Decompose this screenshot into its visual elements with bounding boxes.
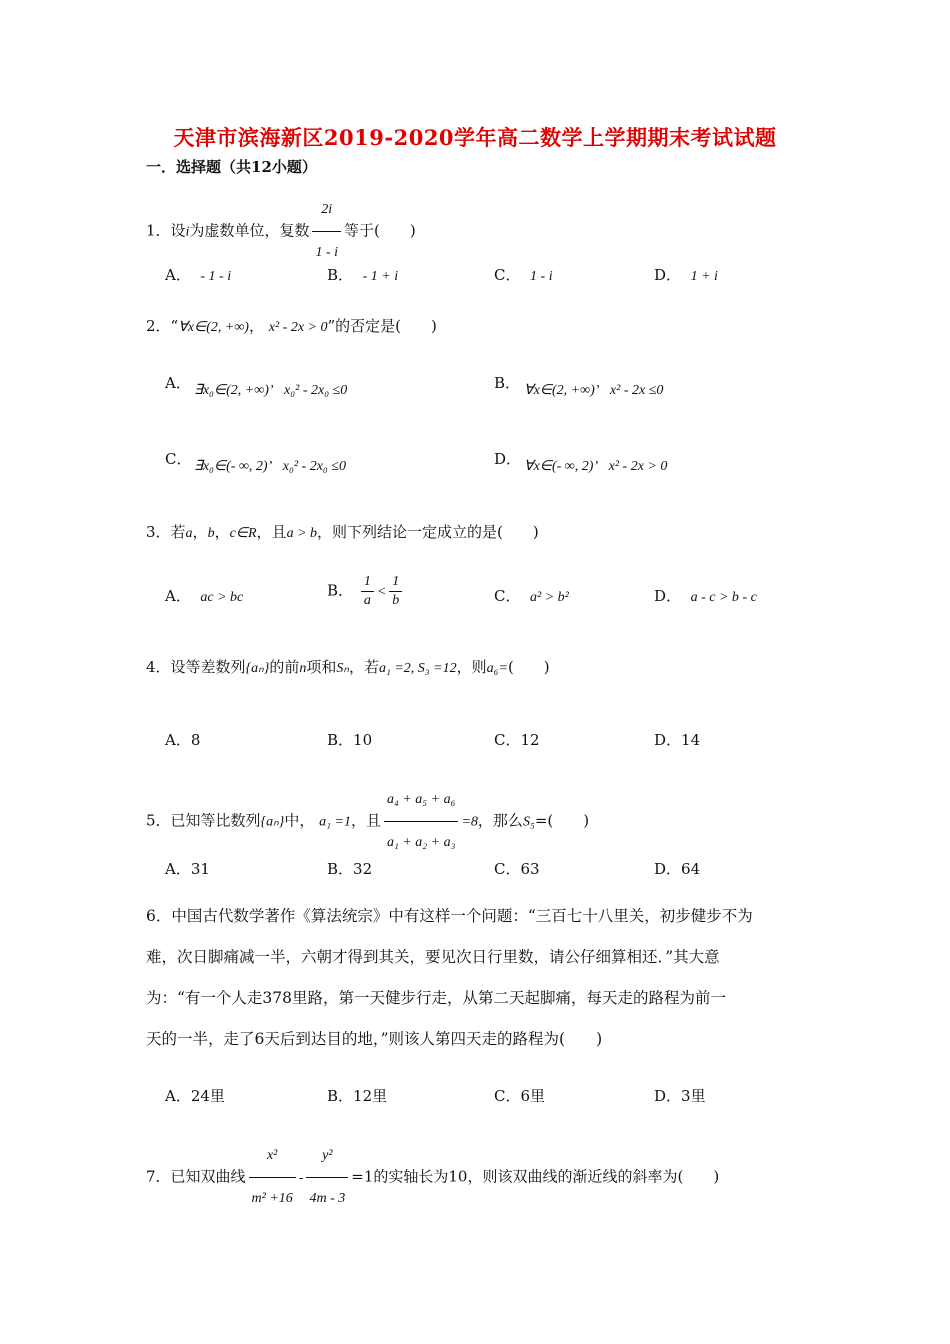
q6-line: 为：“有一个人走378里路，第一天健步行走，从第二天起脚痛，每天走的路程为前一 xyxy=(146,989,727,1007)
q1-option-d[interactable] xyxy=(654,264,718,285)
q3-option-c[interactable] xyxy=(494,585,569,606)
option-math: 1 - i xyxy=(530,269,553,284)
q5-option-d[interactable]: D．64 xyxy=(654,860,701,878)
option-math: ∀x∈(2, +∞) xyxy=(524,383,595,398)
option-label: B． xyxy=(327,581,354,600)
q4-a6: a₆ xyxy=(486,661,499,676)
frac-num: 1 xyxy=(361,574,374,592)
q2-option-d[interactable] xyxy=(494,448,521,469)
q3-option-d[interactable] xyxy=(654,585,757,606)
q2-option-d-math xyxy=(524,458,667,475)
frac-num: a₄ + a₅ + a₆ xyxy=(384,780,459,822)
q5-a1: a₁ =1 xyxy=(319,814,351,830)
q5-option-b[interactable]: B．32 xyxy=(327,860,373,878)
q1-frac-den: 1 - i xyxy=(315,245,339,260)
q3-suffix: ，则下列结论一定成立的是( ) xyxy=(317,523,539,541)
q3b-frac-left xyxy=(361,574,374,609)
option-math2: x² - 2x > 0 xyxy=(608,459,668,474)
q4-suffix: ( ) xyxy=(507,658,550,676)
frac-den: 4m - 3 xyxy=(309,1191,346,1206)
option-math2: x² - 2x ≤0 xyxy=(609,383,664,398)
question-1 xyxy=(146,190,416,273)
option-math: a² > b² xyxy=(530,590,569,605)
q1-option-a[interactable] xyxy=(165,264,231,285)
q6-line: 天的一半，走了6天后到达目的地，”则该人第四天走的路程为( ) xyxy=(146,1030,603,1048)
q5-mid2: ，且 xyxy=(350,811,381,830)
q4-option-c[interactable]: C．12 xyxy=(494,731,540,749)
option-label: A． xyxy=(165,374,191,392)
question-6 xyxy=(146,896,806,1060)
q3-qie: ，且 xyxy=(256,523,287,541)
q4-n: n xyxy=(299,661,307,676)
q2-option-b-math xyxy=(524,382,663,399)
option-math2: x₀² - 2x₀ ≤0 xyxy=(284,383,348,398)
q2-prefix: 2．“ xyxy=(146,317,179,335)
q2-sep: ， xyxy=(248,317,264,335)
option-math: - 1 + i xyxy=(362,269,399,284)
q1-suffix: 等于( ) xyxy=(344,221,416,240)
frac-den: a xyxy=(363,593,371,608)
option-label: D． xyxy=(654,587,682,605)
q3-option-b[interactable] xyxy=(327,574,405,609)
q4-option-b[interactable]: B．10 xyxy=(327,731,373,749)
frac-den: a₁ + a₂ + a₃ xyxy=(386,835,456,850)
question-4 xyxy=(146,647,550,689)
option-label: C． xyxy=(165,450,192,468)
option-label: C． xyxy=(494,266,521,284)
option-label: D． xyxy=(494,450,522,468)
q3-prefix: 3．若 xyxy=(146,523,186,541)
question-3: 3．若a，b，c∈R，且a > b，则下列结论一定成立的是( ) xyxy=(146,523,539,541)
q3-a: a xyxy=(185,526,193,541)
q3b-op: < xyxy=(376,584,387,600)
q4-mid3: ，若 xyxy=(348,658,379,676)
q4-mid1: 的前 xyxy=(269,658,300,676)
q7-minus: - xyxy=(298,1170,304,1186)
option-label: B． xyxy=(494,374,521,392)
q7-suffix: =1的实轴长为10，则该双曲线的渐近线的斜率为( ) xyxy=(351,1167,720,1186)
q7-fraction-x xyxy=(249,1136,296,1219)
q1-fraction xyxy=(312,190,341,273)
q5-seq: {aₙ} xyxy=(260,814,285,830)
q5-eq8: =8 xyxy=(461,814,478,830)
q7-prefix: 7．已知双曲线 xyxy=(146,1167,246,1186)
q6-option-a[interactable]: A．24里 xyxy=(165,1087,225,1105)
q2-option-c-math xyxy=(194,458,346,475)
q1-prefix: 1．设 xyxy=(146,221,186,240)
frac-num: y² xyxy=(306,1136,348,1178)
comma: ’ xyxy=(594,383,600,398)
q4-s: Sₙ xyxy=(336,661,349,676)
option-math: ∀x∈(- ∞, 2) xyxy=(524,459,594,474)
q5-fraction xyxy=(384,780,459,863)
q4-mid2: 项和 xyxy=(306,658,337,676)
comma: ’ xyxy=(593,459,599,474)
comma: ’ xyxy=(267,459,273,474)
q1-option-c[interactable] xyxy=(494,264,553,285)
option-math2: x₀² - 2x₀ ≤0 xyxy=(282,459,346,474)
q3b-frac-right xyxy=(389,574,402,609)
option-math: ∃x₀∈(2, +∞) xyxy=(194,383,269,398)
frac-den: m² +16 xyxy=(251,1191,293,1206)
comma: ’ xyxy=(268,383,274,398)
q1-mid: 为虚数单位，复数 xyxy=(189,221,310,240)
q5-prefix: 5．已知等比数列 xyxy=(146,811,261,830)
q5-mid1: 中， xyxy=(284,811,315,830)
q3-cond: a > b xyxy=(286,526,318,541)
q4-eq: = xyxy=(498,661,508,676)
section-heading: 一．选择题（共12小题） xyxy=(146,158,317,176)
q5-s5: S₅ xyxy=(522,814,535,830)
q4-mid4: ，则 xyxy=(456,658,487,676)
q6-option-c[interactable]: C．6里 xyxy=(494,1087,546,1105)
q2-math2: x² - 2x > 0 xyxy=(268,320,328,335)
q7-fraction-y xyxy=(306,1136,348,1219)
q6-line: 难，次日脚痛减一半，六朝才得到其关，要见次日行里数，请公仔细算相还．”其大意 xyxy=(146,948,720,966)
q3-b: b xyxy=(207,526,215,541)
q4-prefix: 4．设等差数列 xyxy=(146,658,246,676)
question-5 xyxy=(146,780,589,863)
q2-suffix: ”的否定是( ) xyxy=(327,317,437,335)
q2-math1: ∀x∈(2, +∞) xyxy=(178,320,249,335)
frac-den: b xyxy=(392,593,400,608)
option-math: - 1 - i xyxy=(200,269,232,284)
option-label: A． xyxy=(165,266,191,284)
q3-option-a[interactable] xyxy=(165,585,243,606)
q5-option-a[interactable]: A．31 xyxy=(165,860,210,878)
option-math: ∃x₀∈(- ∞, 2) xyxy=(194,459,268,474)
frac-num: 1 xyxy=(389,574,402,592)
q5-mid3: ，那么 xyxy=(477,811,523,830)
q1-option-b[interactable] xyxy=(327,264,398,285)
option-label: D． xyxy=(654,266,682,284)
q2-option-b[interactable] xyxy=(494,372,520,393)
q2-option-a[interactable] xyxy=(165,372,191,393)
option-math: ac > bc xyxy=(200,590,244,605)
q2-option-a-math xyxy=(194,382,347,399)
question-2 xyxy=(146,306,437,348)
q6-option-b[interactable]: B．12里 xyxy=(327,1087,388,1105)
q5-suffix: =( ) xyxy=(534,811,590,830)
option-math: a - c > b - c xyxy=(690,590,757,605)
q2-option-c[interactable] xyxy=(165,448,191,469)
question-7 xyxy=(146,1136,719,1219)
option-math: 1 + i xyxy=(690,269,718,284)
q4-option-a[interactable]: A．8 xyxy=(165,731,201,749)
q1-frac-num: 2i xyxy=(312,190,341,232)
q6-line: 6．中国古代数学著作《算法统宗》中有这样一个问题：“三百七十八里关，初步健步不为 xyxy=(146,907,753,925)
option-label: B． xyxy=(327,266,354,284)
q1-var: i xyxy=(185,224,190,240)
option-label: C． xyxy=(494,587,521,605)
option-label: A． xyxy=(165,587,191,605)
q3-c: c∈R xyxy=(229,526,257,541)
q6-option-d[interactable]: D．3里 xyxy=(654,1087,706,1105)
page-title: 天津市滨海新区2019-2020学年高二数学上学期期末考试试题 xyxy=(173,125,777,150)
q4-option-d[interactable]: D．14 xyxy=(654,731,701,749)
q5-option-c[interactable]: C．63 xyxy=(494,860,540,878)
q4-seq: {aₙ} xyxy=(245,661,270,676)
frac-num: x² xyxy=(249,1136,296,1178)
q4-cond: a₁ =2, S₃ =12 xyxy=(378,661,457,676)
